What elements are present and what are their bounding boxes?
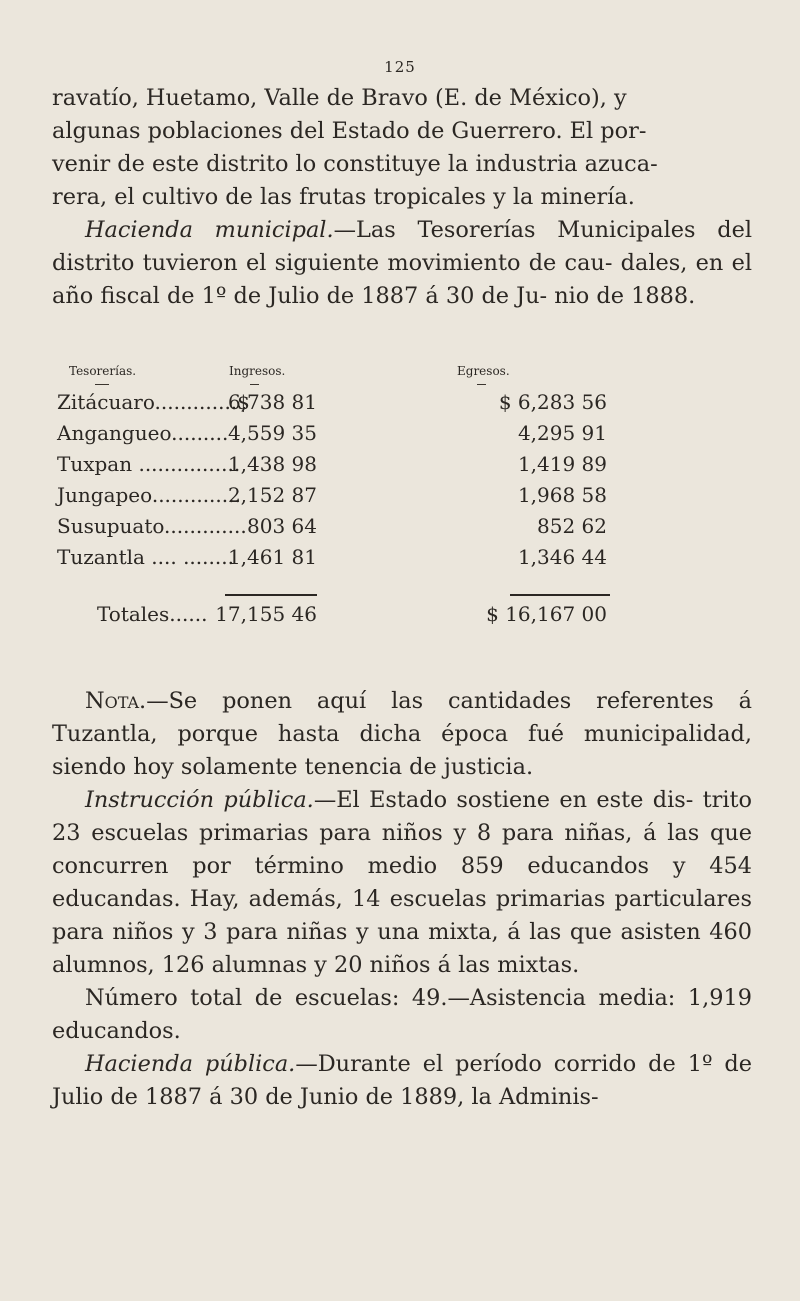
hacienda-publica-paragraph [52, 1048, 752, 1114]
nota-label: Nota. [85, 688, 147, 714]
row-expenses: 1,346 44 [517, 545, 607, 569]
notes-section [52, 685, 752, 1114]
row-name: Zitácuaro.............$ [57, 390, 250, 414]
nota-paragraph [52, 685, 752, 784]
row-income: 6,738 81 [227, 390, 317, 414]
intro-line: venir de este distrito lo constituye la industria azuca- [52, 151, 658, 177]
row-income: 803 64 [247, 514, 317, 538]
instruccion-paragraph [52, 784, 752, 982]
totals-expenses: $ 16,167 00 [486, 602, 607, 626]
row-income: 1,461 81 [227, 545, 317, 569]
intro-line: rera, el cultivo de las frutas tropicales y la minería. [52, 184, 635, 210]
hacienda-municipal-text: —Las Tesorerías Municipales del distrito tuvieron el siguiente movimiento de cau- dales, en el año fiscal de 1º de Julio de 1887 á 30 de Ju- nio de 1888. [52, 217, 752, 309]
row-name: Jungapeo.............. [57, 483, 241, 507]
table-header [57, 360, 657, 388]
row-name: Tuxpan ................ [57, 452, 241, 476]
header-dash [250, 384, 259, 385]
instruccion-text: —El Estado sostiene en este dis- trito 23 escuelas primarias para niños y 8 para niñas, á las que concurren por término medio 859 educandos y 454 educandas. Hay, además, 14 escuelas primarias particulares para niños y 3 para niñas y una mixta, á las que asisten 460 alumnos, 126 alumnas y 20 niños á las mixtas. [52, 787, 752, 978]
nota-text: —Se ponen aquí las cantidades referentes á Tuzantla, porque hasta dicha época fué municipalidad, siendo hoy solamente tenencia de justicia. [52, 688, 752, 780]
numero-total-paragraph: Número total de escuelas: 49.—Asistencia media: 1,919 educandos. [52, 985, 752, 1044]
hacienda-publica-heading: Hacienda pública. [85, 1051, 296, 1077]
table-row [57, 450, 657, 481]
intro-line: ravatío, Huetamo, Valle de Bravo (E. de México), y [52, 85, 627, 111]
header-expenses: Egresos. [457, 364, 510, 378]
hacienda-publica-text: —Durante el período corrido de 1º de Julio de 1887 á 30 de Junio de 1889, la Adminis- [52, 1051, 753, 1110]
intro-section [52, 82, 752, 313]
header-income: Ingresos. [229, 364, 286, 378]
row-income: 1,438 98 [227, 452, 317, 476]
row-expenses: 852 62 [537, 514, 607, 538]
hacienda-municipal-heading: Hacienda municipal. [85, 217, 334, 243]
header-dash [95, 384, 109, 385]
totals-rule [510, 594, 610, 596]
treasury-table [57, 360, 657, 636]
header-dash [477, 384, 486, 385]
hacienda-municipal-paragraph [52, 214, 752, 313]
table-row [57, 543, 657, 574]
row-expenses: 1,419 89 [517, 452, 607, 476]
table-row [57, 388, 657, 419]
table-row [57, 419, 657, 450]
totals-income: 17,155 46 [215, 602, 317, 626]
table-row [57, 481, 657, 512]
page-number: 125 [384, 58, 416, 76]
row-expenses: 1,968 58 [517, 483, 607, 507]
instruccion-heading: Instrucción pública. [85, 787, 314, 813]
row-expenses: 4,295 91 [517, 421, 607, 445]
row-name: Tuzantla .... ........ [57, 545, 234, 569]
intro-line: algunas poblaciones del Estado de Guerrero. El por- [52, 118, 647, 144]
totals-rule [225, 594, 317, 596]
totals-row [57, 596, 657, 636]
totals-label: Totales...... [97, 602, 208, 626]
table-row [57, 512, 657, 543]
row-name: Susupuato............. [57, 514, 247, 538]
row-expenses: $ 6,283 56 [498, 390, 607, 414]
row-name: Angangueo......... [57, 421, 229, 445]
row-income: 2,152 87 [227, 483, 317, 507]
header-treasuries: Tesorerías. [69, 364, 137, 378]
row-income: 4,559 35 [227, 421, 317, 445]
